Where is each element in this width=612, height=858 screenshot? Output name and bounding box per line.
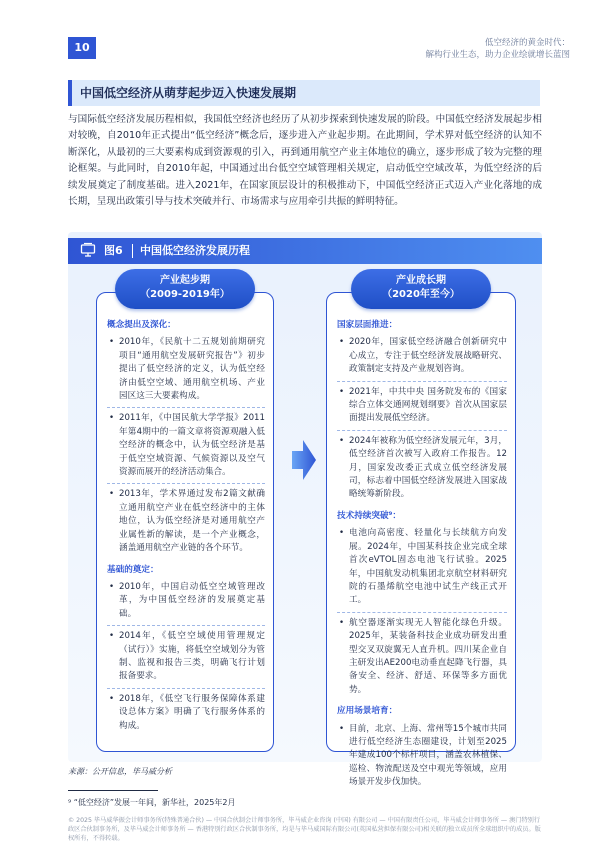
divider xyxy=(337,430,507,431)
subheading: 国家层面推进： xyxy=(337,320,398,330)
arrow-right-icon xyxy=(292,438,316,482)
list-item: • 2018年，《低空飞行服务保障体系建设总体方案》明确了飞行服务体系的构成。 xyxy=(107,693,265,733)
panel-startup-stage xyxy=(96,275,274,752)
list-item: • 2021年，中共中央 国务院发布的《国家综合立体交通网规划纲要》首次从国家层面提出发展低空经济。 xyxy=(337,386,507,426)
stage-period: （2020年至今） xyxy=(382,289,460,300)
figure-source: 来源：公开信息，毕马威分析 xyxy=(68,767,172,776)
list-item: • 2014年，《低空空域使用管理规定（试行）》实施，将低空空域划分为管制、监视和报告三类，明确飞行计划报备要求。 xyxy=(107,630,265,684)
divider xyxy=(337,612,507,613)
monitor-icon xyxy=(80,242,96,258)
stage-label-startup xyxy=(115,269,255,309)
panel-body xyxy=(107,317,265,736)
subheading: 概念提出及深化： xyxy=(107,320,176,330)
divider xyxy=(107,483,265,484)
list-item: • 2011年，《中国民航大学学报》2011年第4期中的一篇文章将资源观融入低空经济的概念中，认为低空经济是基于低空空域资源、气候资源以及空气资源而展开的经济活动集合。 xyxy=(107,412,265,479)
list-item: • 2024年被称为低空经济发展元年，3月，低空经济首次被写入政府工作报告。12月，国家发改委正式成立低空经济发展司，标志着中国低空经济发展进入国家战略统筹新阶段。 xyxy=(337,435,507,502)
subheading: 技术持续突破⁹： xyxy=(337,510,401,521)
list-item: • 航空器逐渐实现无人智能化绿色升级。2025年，某装备科技企业成功研发出重型交叉双旋翼无人直升机。四川某企业自主研发出AE200电动垂直起降飞行器，具备安全、经济、舒适、环保等多方面优势。 xyxy=(337,617,507,697)
running-header xyxy=(425,37,570,61)
figure-title-bar xyxy=(68,238,542,264)
footnote: ⁹ “低空经济”发展一年间，新华社，2025年2月 xyxy=(68,798,236,807)
stage-name: 产业成长期 xyxy=(396,275,446,286)
stage-name: 产业起步期 xyxy=(160,275,210,286)
divider xyxy=(107,688,265,689)
header-line-2: 解构行业生态，助力企业绘就增长蓝图 xyxy=(425,50,570,60)
panel-body xyxy=(337,317,507,793)
list-item: • 电池向高密度、轻量化与长续航方向发展。2024年，中国某科技企业完成全球首次eVTOL固态电池飞行试验。2025年，中国航发动机集团北京航空材料研究院的石墨烯航空电池中试生产线正式开工。 xyxy=(337,527,507,607)
list-item: • 目前，北京、上海、常州等15个城市共同进行低空经济生态圈建设，计划至2025年建成100个标杆项目，涵盖农林植保、巡检、物流配送及空中观光等领域，应用场景开发步伐加快。 xyxy=(337,723,507,790)
page-number: 10 xyxy=(68,37,96,59)
list-item: • 2010年，中国启动低空空域管理改革，为中国低空经济的发展奠定基础。 xyxy=(107,581,265,621)
list-item: • 2020年，国家低空经济融合创新研究中心成立，专注于低空经济发展战略研究、政策制定支持及产业规划咨询。 xyxy=(337,336,507,376)
section-title: 中国低空经济从萌芽起步迈入快速发展期 xyxy=(68,80,540,106)
list-item: • 2010年，《民航十二五规划前期研究项目“通用航空发展研究报告”》初步提出了低空经济的定义，认为低空经济由低空空域、通用航空机场、产业园区这三大要素构成。 xyxy=(107,336,265,403)
divider xyxy=(107,625,265,626)
header-line-1: 低空经济的黄金时代： xyxy=(484,38,570,48)
divider xyxy=(107,407,265,408)
subheading: 应用场景培育： xyxy=(337,706,398,717)
figure-number: 图6 xyxy=(104,244,123,257)
list-item: • 2013年，学术界通过发布2篇文献确立通用航空产业在低空经济中的主体地位，认为低空经济是对通用航空产业属性新的解读，是一个产业概念，涵盖通用航空产业链的各个环节。 xyxy=(107,488,265,555)
footnote-rule xyxy=(68,790,158,791)
figure-title-divider xyxy=(132,244,133,258)
figure-title: 中国低空经济发展历程 xyxy=(140,244,250,257)
divider xyxy=(337,381,507,382)
subheading: 基础的奠定： xyxy=(107,564,159,575)
stage-label-growth xyxy=(351,269,491,309)
panel-growth-stage xyxy=(326,275,516,788)
intro-paragraph: 与国际低空经济发展历程相似，我国低空经济也经历了从初步探索到快速发展的阶段。中国低空经济发展起步相对较晚，自2010年正式提出“低空经济”概念后，逐步进入产业起步期。在此期间，学术界对低空经济的认知不断深化，从最初的三大要素构成到资源观的引入，再到通用航空产业主体地位的确立，逐步形成了较为完整的理论框架。与此同时，自2010年起，中国通过出台低空空域管理相关规定，启动低空空域改革，为低空经济的后续发展奠定了制度基础。进入2021年，在国家顶层设计的积极推动下，中国低空经济正式迈入产业化落地的成长期，呈现出政策引导与技术突破并行、市场需求与应用牵引共振的鲜明特征。 xyxy=(68,114,542,208)
stage-period: （2009-2019年） xyxy=(140,289,230,300)
legal-notice: © 2025 毕马威华振会计师事务所(特殊普通合伙) — 中国合伙制会计师事务所，毕马威企业咨询 (中国) 有限公司 — 中国有限责任公司，毕马威会计师事务所 — 澳门特别行政区合伙制事务所，及毕马威会计师事务所 — 香港特别行政区合伙制事务所，均是与毕马威国际有限公司(英国私营担保有限公司)相关联的独立成员所全球组织中的成员。版权所有，不得转载。 xyxy=(68,817,541,842)
